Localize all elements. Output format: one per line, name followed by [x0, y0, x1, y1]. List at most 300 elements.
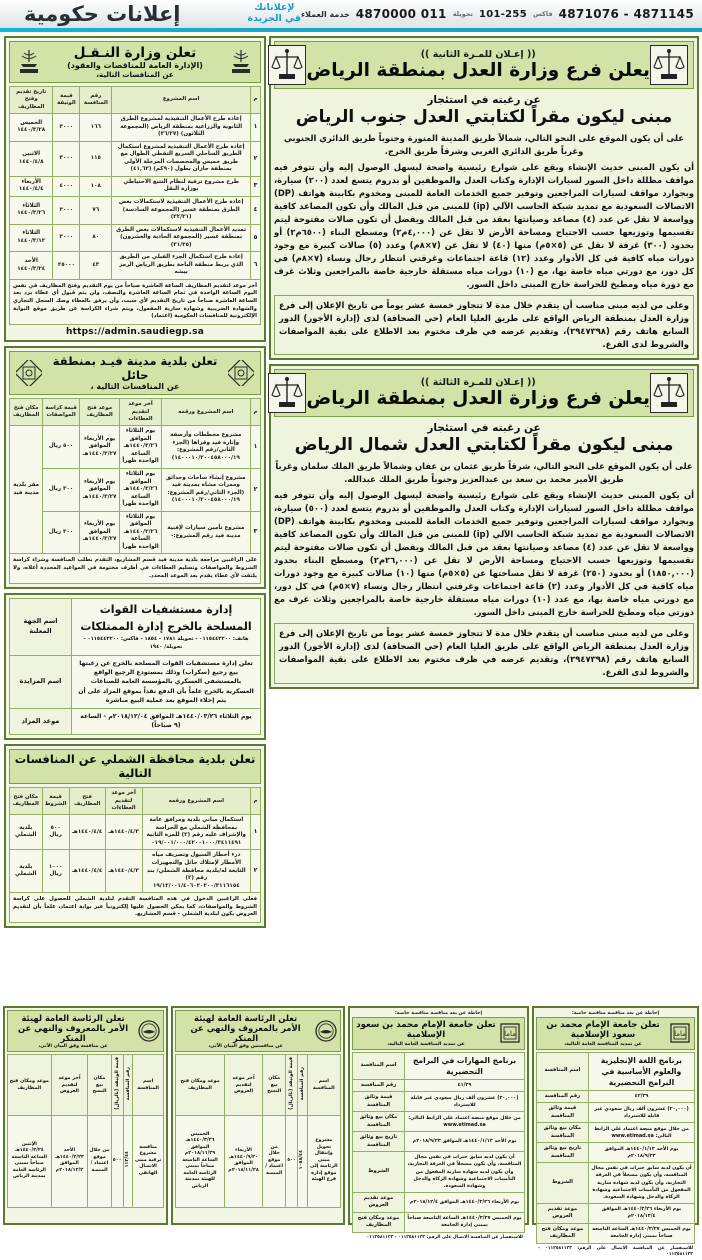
label-auction: اسم المزايدة: [10, 655, 72, 708]
cell-no: ٢: [251, 850, 261, 893]
transport-seal-icon: [226, 47, 256, 77]
justice-north-p1: على أن يكون الموقع على النحو التالي، شرقاً طريق عثمان بن عفان وشمالاً طريق الملك سلمان وغرباً طريق الأمير محمد بن سعد بن عبدالعزيز وجنوباً طريق الملك عبدالله.: [275, 461, 693, 485]
university-1-footer: للاستفسار عن المنافسة الاتصال على الرقم: ٠١١٢٥٨١١٣٣ - ٠١١٢٥٨١١٣٣: [537, 1246, 693, 1258]
university-1-table: [536, 1052, 695, 1244]
th-no: م: [251, 788, 261, 815]
shamli-footer-note: فعلى الراغبين الدخول في هذه المنافسة التقدم لبلدية الشملي للحصول على كراسة الشروط والمواصفات، كما يمكن الحصول عليها إلكترونياً عبر بوابة اعتماد، علماً بأن لتقديم العروض يكون لبلدية الشملي - قسم المشاريع.: [9, 893, 261, 923]
municipality-seal-icon: [226, 358, 256, 388]
label-competition-no: رقم المنافسة: [536, 1090, 588, 1103]
cell-fee: ٣٠٠٠: [53, 141, 80, 176]
cell-competition-no: [297, 1115, 307, 1207]
label-docs-place: مكان بيع وثائق المنافسة: [536, 1123, 588, 1143]
th-competition-name: اسم المنافسة: [133, 1055, 164, 1115]
cell-no: ١: [251, 114, 261, 142]
label-conditions: الشروط: [353, 1152, 405, 1193]
left-column: [269, 36, 699, 1006]
table-row: [353, 1112, 525, 1132]
hail-tenders-table: [9, 398, 261, 554]
cell-date: [10, 252, 53, 280]
cell-project: مشروع تأمين سيارات لإفنية مدينة فيد رقم المشروع:-: [161, 511, 250, 554]
presidency-1-table: [175, 1054, 341, 1207]
ad-fayd-municipality-hail: [4, 346, 266, 589]
ad-armed-forces-hospitals-kharj: [4, 593, 266, 740]
cell-deadline-day: يوم الثلاثاء: [125, 428, 156, 435]
table-row: [10, 114, 261, 142]
presidency-2-header: [7, 1010, 164, 1052]
label-docs-date: تاريخ بيع وثائق المنافسة: [536, 1143, 588, 1163]
th-project: اسم المشروع ورقمه: [161, 399, 250, 426]
transport-sub2: عن المنافسات التالية،: [96, 70, 174, 80]
cell-open: ١٤٤٠/٤/٤هـ: [69, 850, 105, 893]
cell-deadline-day: يوم الثلاثاء: [125, 513, 156, 520]
ad-ministry-of-transport: [4, 36, 266, 342]
th-competition-no: [297, 1055, 307, 1115]
justice-south-body: [274, 132, 694, 291]
cell-date: [10, 197, 53, 225]
page-grid: [0, 32, 702, 1006]
th-doc-fee: [111, 1055, 123, 1115]
table-row: [10, 599, 261, 656]
cell-fee: ٥٠٠ ريال: [43, 426, 80, 469]
cell-fee: ٣٠٠٠: [53, 224, 80, 252]
shamli-tbody: [10, 815, 261, 893]
cell-sale-place: من خلال موقع اعتماد / المنصة: [263, 1115, 286, 1207]
cell-tender-no: ١١٥: [80, 141, 112, 176]
cell-deadline: [120, 426, 161, 469]
th-open-place: موعد ومكان فتح المظاريف: [176, 1055, 225, 1115]
cell-sale-place: من خلال موقع اعتماد / المنصة: [88, 1115, 111, 1207]
table-row: [10, 176, 261, 196]
advertise-with-us[interactable]: [248, 3, 301, 25]
table-row: [10, 426, 261, 469]
cell-date-day: الثلاثاء: [22, 230, 40, 237]
cell-no: ٢: [251, 468, 261, 511]
presidency-seal-icon-2: [138, 1020, 160, 1042]
table-row: [536, 1163, 694, 1204]
cell-no: ٣: [251, 176, 261, 196]
cell-competition-name: منافسة مشروع ترقية مبنى الاتصال الهاتفي: [133, 1115, 164, 1207]
cell-tender-no: ١٠٨: [80, 176, 112, 196]
th-sale-place: مكان بيع النسخ: [88, 1055, 111, 1115]
justice-seal-icon: [650, 45, 688, 85]
cell-date-value: ١٤٤٠/٣/٢٦: [17, 210, 46, 217]
cell-tender-no: ١٦٦: [80, 114, 112, 142]
university-2-footer: للاستفسار عن المنافسة الاتصال على الرقم: ٠١١٢٥٨١١٣٣ - ٠١١٢٥٨١١٣٣: [366, 1235, 523, 1241]
cell-doc-fee: ٥٠٠: [286, 1115, 298, 1207]
label-docs-value: قيمة وثائق المنافسة: [536, 1103, 588, 1123]
university-2-sub: عن تمديد المنافسة العامة التالية،: [387, 1041, 465, 1047]
university-seal-icon: [669, 1022, 691, 1044]
cell-project: درء أخطار السيول وتصريف مياه الأمطار لإمتلاك حائل والتجهيزات التابعة له/بلدية محافظة الشملي/ بند رقم (٢) ١٩/١٢/٠٠١/٤٠٦٠٢٠٢٠٠/٣١١٦١٥٤: [142, 850, 250, 893]
fax-number: 4871145 - 4871076: [558, 7, 694, 21]
table-row: [353, 1212, 525, 1232]
cell-open-date: الموافق ١٤٤٠/٣/٢٧هـ: [82, 486, 117, 500]
cell-date-day: الثلاثاء: [22, 202, 40, 209]
th-competition-no: [123, 1055, 133, 1115]
ad-imam-university-english: [532, 1006, 699, 1258]
th-deadline: آخر موعد لتقديم العروض: [51, 1055, 88, 1115]
page-title: إعلانات حكومية: [24, 2, 181, 26]
label-competition-name: اسم المنافسة: [353, 1052, 405, 1079]
cell-deadline-time: الساعة الواحدة ظهراً: [122, 493, 159, 508]
transport-seal-icon-2: [14, 47, 44, 77]
label-docs-place: مكان بيع وثائق المنافسة: [353, 1112, 405, 1132]
ad-justice-south-riyadh: [269, 36, 699, 360]
university-seal-icon-2: [499, 1022, 521, 1044]
th-doc-fee: [286, 1055, 298, 1115]
justice-south-note: وعلى من لديه مبنى مناسب أن يتقدم خلال مدة لا تتجاوز خمسة عشر يوماً من تاريخ الإعلان إلى فرع وزارة العدل بمنطقة الرياض الواقع على طريق العليا العام (حي الصحافة) لدى (إدارة الأجور) الدور السابع هاتف رقم (٢٩٤٧٣٩٨)، وتقديم عرضه في ظرف مختوم بعد الاطلاع على بقية المواصفات والشروط لدى الفرع.: [274, 295, 694, 355]
hail-sub: عن المنافسات التالية ،: [90, 382, 180, 392]
justice-south-headline: يعلن فرع وزارة العدل بمنطقة الرياض: [306, 59, 650, 81]
cell-fee: ٢٥٠٠٠: [53, 252, 80, 280]
cell-date-value: ١٤٤٠/٣/١٢: [17, 237, 46, 244]
bottom-strip: [0, 1006, 702, 1258]
ad-imam-university-skills: [348, 1006, 529, 1241]
ad-shamli-municipality: [4, 744, 266, 928]
cell-open-day: يوم الأربعاء: [84, 435, 116, 442]
presidency-1-sub: عن مناقستين وفق البيان الآتي،: [208, 1044, 283, 1050]
th-doc-fee-label: قيمة الوثيقة (بالريال): [113, 1057, 120, 1110]
cell-fee: ٣٠٠٠: [53, 114, 80, 142]
hail-header: [9, 351, 261, 396]
cell-deadline-date: الموافق ١٤٤٠/٣/٢٦هـ: [123, 435, 158, 450]
presidency-2-title-line1: تعلن الرئاسة العامة لهيئة: [21, 1013, 125, 1023]
presidency-2-title-line2: الأمر بالمعروف والنهي عن المنكر: [18, 1023, 129, 1044]
justice-south-sub: عن رغبته في استئجار: [427, 94, 541, 106]
presidency-2-sub: عن منافسة وفق البيان الآتي،: [38, 1044, 108, 1050]
cell-docs-date: يوم الأحد ١٤٤٠/١/١٣هـ الموافق ٢٠١٨/٩/٢٣م: [588, 1143, 694, 1163]
advertise-line-1: لإعلاناتك: [254, 2, 295, 14]
cell-docs-value: (٢٠,٠٠٠) عشرون ألف ريال سعودي غير قابلة للاسترداد: [588, 1103, 694, 1123]
cell-open: [79, 468, 119, 511]
cell-conditions: أن يكون لديه سابق خبرات في نفس مجال المنافسة، وأن يكون مسجلاً في الغرفة التجارية، وأن يكون لديه شهادة سارية المفعول من التأمينات الاجتماعية وشهادة الزكاة والدخل وشهادة السعودة.: [405, 1152, 525, 1193]
th-no: م: [251, 399, 261, 426]
transport-sub1: (الإدارة العامة للمناقصات والعقود): [67, 61, 203, 71]
th-open-place: موعد ومكان فتح المظاريف: [8, 1055, 52, 1115]
justice-north-header: [274, 369, 694, 417]
table-row: [176, 1115, 341, 1207]
transport-portal-url[interactable]: https://admin.saudiegp.sa: [66, 326, 204, 337]
cell-date-value: ١٤٤٠/٣/٢٨: [17, 127, 46, 134]
cell-open-place: الإثنين ١٤٤٠/٣/٢٤هـ الساعة التاسعة صباحاً بمبنى الرئاسة العامة بمدينة الرياض: [8, 1115, 52, 1207]
th-competition-no-label: رقم المنافسة: [298, 1066, 305, 1101]
cell-fee: ٣٠٠ ريال: [43, 468, 80, 511]
th-fee: قيمة الشروط: [42, 788, 69, 815]
cell-docs-value: (٢٠,٠٠٠) عشرون ألف ريال سعودي غير قابلة للاسترداد: [405, 1092, 525, 1112]
cell-date-day: الأربعاء: [21, 178, 41, 185]
cell-tender-no: ٤٣: [80, 252, 112, 280]
table-row: [10, 511, 261, 554]
cell-project: إعادة طرح استكمال الجزء القبلي من الطريق الذي يربط منطقة الباحة بطريق الرياض الرمز بيشه: [112, 252, 251, 280]
cell-date: [10, 224, 53, 252]
label-submit-date: موعد تقديم العروض: [536, 1203, 588, 1223]
extension-label: تحويلة: [452, 10, 473, 18]
university-2-header: [352, 1017, 525, 1050]
table-row: [536, 1052, 694, 1090]
justice-north-main: مبنى ليكون مقراً لكتابتي العدل شمال الرياض: [294, 435, 674, 456]
justice-south-p2: أن يكون المبنى حديث الإنشاء ويقع على شوارع رئيسية واضحة ليسهل الوصول إليه وأن تتوفر فيه مواقف مظللة داخل السور لسيارات الإدارة وكتاب العدل والموظفين أو بدروم يتسع لعدد (٢٠٠) سيارة، وبجوارد مواقف لسيارات المراجعين وتوفير جميع الخدمات العامة للمبنى ومخدوم بكابينة هواتف (DP) الاتصالات السعودية مع تمديد شبكة الحاسب الآلي (ip) للمبنى من قبل المالك وأن تكون المصاعد كافية وواسعة لا تقل عن عدد (٤) مصاعد وصيانتها بعقد من قبل المالك ويفضل أن تكون صالات مفتوحة ليتم تقسيمها وتوزيعها حسب الاحتياج ومساحة الأرض لا تقل عن (٤,٠٠٠م٢) ومسطح البناء (٦٥٠٠م٢) أو بحدود (٣٠٠) غرفة لا تقل عن (٥×٥م) منها (٤٠) لا تقل عن (٧×٨م) وعدد (٥) صالات كبيرة مع وجود دورات مياه كافية في كل الأدوار وعدد (١٢) قاعة اجتماعات وغرفتي انتظار رجال ونساء (٧×٨م) في كل دور، مع دورتي مياه خاصة بها، مع (١٠) دورات مياه مستقلة خارجية خاصة بالمراجعين وثلاث غرف مع دورة مياه ومطبخ للحراسة خارج المبنى داخل السور.: [274, 162, 695, 290]
th-place: مكان فتح المظاريف: [10, 399, 43, 426]
table-row: [10, 141, 261, 176]
cell-competition-name: برنامج المهارات في البرامج التحضيرية: [405, 1052, 525, 1079]
label-docs-value: قيمة وثائق المنافسة: [353, 1092, 405, 1112]
presidency-seal-icon: [315, 1020, 337, 1042]
th-open: موعد فتح المظاريف: [79, 399, 119, 426]
cell-no: ١: [251, 426, 261, 469]
th-project: اسم المشروع: [112, 87, 251, 114]
transport-title: تعلن وزارة النـقـل: [73, 45, 197, 61]
table-header-row: [10, 87, 261, 114]
table-header-row: [10, 399, 261, 426]
table-row: [10, 709, 261, 735]
presidency-2-table: [7, 1054, 164, 1207]
cell-no: ٢: [251, 141, 261, 176]
right-column: [4, 36, 266, 1006]
hail-footer-note: على الراغبين مراجعة بلدية مدينة فيد قسم المشاريع، التقدم بطلب المنافسة وشراء كراسة الشروط والمواصفات وتسليم العطاءات في أظرف مختومة في المواعيد المحددة أعلاه، ولا يلتفت لأي عطاء يقدم بعد الموعد المحدد.: [9, 554, 261, 584]
table-row: [353, 1052, 525, 1079]
cell-date: [10, 141, 53, 176]
label-open-date: موعد ومكان فتح المظاريف: [353, 1212, 405, 1232]
advertise-line-2: في الجريدة: [247, 13, 301, 24]
table-row: [8, 1115, 164, 1207]
cell-fee: ٤٠٠٠: [53, 176, 80, 196]
cell-deadline: [120, 511, 161, 554]
cell-competition-name: مشروع تحويل وإنتقال مبنى الرئاسة إلى موقع إدارة فرع الهيئة: [307, 1115, 340, 1207]
cell-competition-name: برنامج اللغة الإنجليزية والعلوم الأساسية في البرامج التحضيرية: [588, 1052, 694, 1090]
cell-date-value: ١٤٤٠/٤/٨: [18, 158, 44, 165]
th-competition-name: اسم المنافسة: [307, 1055, 340, 1115]
cell-date-value: ١٤٤٠/٣/٢٤: [17, 265, 46, 272]
cell-date: [10, 176, 53, 196]
cell-competition-no-value: ١١٣/٤٤: [124, 1151, 130, 1168]
cell-no: ٣: [251, 511, 261, 554]
cell-project: إعادة طرح الأعمال التنفيذية لمشروع الطرق الثانوية والزراعية بمنطقة الرياض (المجموعة الثلاثون) (٣٦/٣٧): [112, 114, 251, 142]
cell-submit-date: يوم الأربعاء ١٤٤٠/٣/٢٦هـ الموافق ٢٠١٨/١٢/٤م: [588, 1203, 694, 1223]
cell-fee: ٣٠٠٠: [53, 197, 80, 225]
label-docs-date: تاريخ بيع وثائق المنافسة: [353, 1132, 405, 1152]
cell-no: ١: [251, 815, 261, 850]
th-deadline: آخر موعد لتقديم العطاءات: [105, 788, 142, 815]
cell-competition-no: ٤١/٣٩: [405, 1079, 525, 1092]
justice-south-p1: على أن يكون الموقع على النحو التالي، شمالاً طريق المدينة المنورة وجنوباً طريق الدائري الجنوبي وغرباً طريق الدائري الغربي وشرقاً طريق الخرج.: [284, 133, 684, 157]
cell-project: مشروع مخططات وأرصفة وإنارة فيد وقراها (الجزء الثاني/رقم المشروع: ١٤٠٠٠١٠/٢٠٠٤٥٨٠٠٠/١٩): [161, 426, 250, 469]
hail-tbody: [10, 426, 261, 554]
university-1-topline: إحاطة عن بعد مناقصة مناقصة خاصة:: [571, 1011, 660, 1016]
cell-date-day: الأحد: [24, 258, 38, 265]
ad-presidency-promotion-virtue-1: [171, 1006, 345, 1225]
justice-north-p2: أن يكون المبنى حديث الإنشاء ويقع على شوارع رئيسية واضحة ليسهل الوصول إليه وأن تتوفر فيه مواقف مظللة داخل السور لسيارات الإدارة وكتاب العدل والموظفين أو بدروم يتسع لعدد (٥٠٠) سيارة، وبجوارد مواقف لسيارات المراجعين وتوفير جميع الخدمات العامة للمبنى ومخدوم بكابينة هواتف (DP) الاتصالات السعودية مع تمديد شبكة الحاسب الآلي (ip) للمبنى من قبل المالك وأن تكون المصاعد كافية وواسعة لا تقل عن عدد (٤) مصاعد وصيانتها بعقد من قبل المالك ويفضل أن تكون صالات مفتوحة ليتم تقسيمها وتوزيعها حسب الاحتياج ومساحة الأرض لا تقل عن (٢٦,٠٠٠م٢) ومسطح البناء بحدود (١٨٥٠,٠٠٠) أو بحدود (٢٥٠) غرفة لا تقل مساحتها عن (٥×٥م) منها (١٠) صالات كبيرة مع وجود دورات مياه كافية في كل الأدوار وعدد (٢) قاعة اجتماعات وغرفتي انتظار رجال ونساء (٧×٥م) في كل دور، مع دورتي مياه خاصة بها، مع عدد (١٠) دورات مياه مستقلة خارجية خاصة بالمراجعين وثلاث غرف مع دورتي مياه ومطبخ للحراسة خارج المبنى داخل السور.: [274, 490, 695, 618]
cell-project: تمديد الأعمال التنفيذية لاستكمالات بعض الطرق بمنطقة عسير (المجموعة الحادية والعشرون) (٣١/٣٥): [112, 224, 251, 252]
cell-deadline-date: الموافق ١٤٤٠/٣/٢٦هـ: [123, 478, 158, 493]
cell-tender-no: ٧٦: [80, 197, 112, 225]
transport-tenders-table: [9, 86, 261, 280]
cell-date: [10, 114, 53, 142]
cell-date-day: الاثنين: [22, 151, 41, 158]
cell-fee: ١٠٠٠ ريال: [42, 850, 69, 893]
customer-service-label: خدمة العملاء: [300, 9, 350, 19]
shamli-header: [9, 749, 261, 785]
cell-deadline-time: الساعة الواحدة ظهراً: [122, 450, 159, 465]
cell-open: [79, 426, 119, 469]
municipality-seal-icon-2: [14, 358, 44, 388]
cell-no: ٥: [251, 224, 261, 252]
table-row: [10, 252, 261, 280]
justice-north-headline: يعلن فرع وزارة العدل بمنطقة الرياض: [306, 388, 650, 410]
cell-open-date: يوم الخميس ١٤٤٠/٣/٢٧هـ الساعة التاسعة صباحاً بمبنى إدارة الجامعة: [405, 1212, 525, 1232]
table-row: [536, 1223, 694, 1243]
justice-south-main: مبنى ليكون مقراً لكتابتي العدل جنوب الرياض: [295, 107, 673, 127]
label-open-date: موعد ومكان فتح المظاريف: [536, 1223, 588, 1243]
cell-place: مقر بلدية مدينة فيد: [10, 426, 43, 554]
table-row: [10, 655, 261, 708]
university-2-topline: إحاطة عن بعد مناقصة مناقصة خاصة:: [394, 1011, 483, 1016]
cell-project: مشروع إنشاء ساحات وحدائق وممرات مشاة بمدينة فيد (الجزء الثاني/رقم المشروع: ١٤٠٠٠١٠/٢٠٠٤٥٨٠٠٠/١٩): [161, 468, 250, 511]
th-deadline: آخر موعد لتقديم العروض: [224, 1055, 262, 1115]
cell-deadline-time: الساعة الواحدة ظهراً: [122, 536, 159, 550]
table-header-row: [8, 1055, 164, 1115]
table-row: [10, 197, 261, 225]
cell-conditions: أن يكون لديه سابق خبرات في نفس مجال المنافسة، وأن يكون مسجلاً في الغرفة التجارية، وأن يكون لديه شهادة سارية المفعول من التأمينات الاجتماعية وشهادة الزكاة والدخل وشهادة السعودة.: [588, 1163, 694, 1204]
table-row: [353, 1152, 525, 1193]
presidency-2-tbody: [8, 1115, 164, 1207]
table-row: [10, 850, 261, 893]
table-row: [353, 1132, 525, 1152]
th-date: تاريخ تقديم وفتح المظاريف: [10, 87, 53, 114]
cell-open-date: يوم الخميس ١٤٤٠/٣/٢٧هـ الساعة التاسعة صباحاً بمبنى إدارة الجامعة: [588, 1223, 694, 1243]
table-row: [353, 1079, 525, 1092]
armed-forces-contact: هاتف: ٠١١٥٤٤٣٢٠٠ - تحويلة ١٧٨١ - ١٨٥٤ - فاكس: ٠١١٥٤٤٣٢٠٠ - تحويلة/ ١٩٤٠: [83, 636, 249, 650]
cell-deadline-date: الموافق ١٤٤٠/٣/٢٦هـ: [123, 521, 158, 535]
cell-open-day: يوم الأربعاء: [84, 478, 116, 485]
th-fee: قيمة الوثيقة: [53, 87, 80, 114]
table-row: [536, 1203, 694, 1223]
cell-competition-no: [123, 1115, 133, 1207]
cell-submit-date: يوم الأربعاء ١٤٤٠/٣/٢٦هـ الموافق ٢٠١٨/١٢/٤م: [405, 1192, 525, 1212]
th-open: فتح المظاريف: [69, 788, 105, 815]
university-1-sub: عن تمديد المنافسة العامة التالية،: [564, 1041, 642, 1047]
label-competition-no: رقم المنافسة: [353, 1079, 405, 1092]
customer-service-number: 011 4870000: [355, 7, 447, 21]
justice-north-repeat-label: (( إعـلان للمـرة الثالثة )): [420, 377, 536, 389]
label-competition-name: اسم المنافسة: [536, 1052, 588, 1090]
university-2-title: تعلن جامعة الإمام محمد بن سعود الإسلامية: [356, 1020, 496, 1041]
cell-fee: ٣٠٠ ريال: [43, 511, 80, 554]
cell-project: إعادة طرح الأعمال التنفيذية لاستكمالات بعض الطرق بمنطقة عسير (المجموعة السادسة) (٣٢/٣١): [112, 197, 251, 225]
table-header-row: [176, 1055, 341, 1115]
table-row: [353, 1092, 525, 1112]
table-row: [10, 468, 261, 511]
svg-text:ماما: ماما: [674, 1030, 686, 1039]
justice-north-note: وعلى من لديه مبنى مناسب أن يتقدم خلال مدة لا تتجاوز خمسة عشر يوماً من تاريخ الإعلان إلى فرع وزارة العدل بمنطقة الرياض الواقع على طريق العليا العام (حي الصحافة) لدى (إدارة الأجور) الدور السابع هاتف رقم (٢٩٤٧٣٩٨)، وتقديم عرضه في ظرف مختوم بعد الاطلاع على بقية المواصفات والشروط لدى الفرع.: [274, 623, 694, 683]
label-auction-date: موعد المزاد: [10, 709, 72, 735]
cell-open-date: الموافق ١٤٤٠/٣/٢٧هـ: [82, 443, 117, 457]
table-row: [353, 1192, 525, 1212]
th-competition-no-label: رقم المنافسة: [124, 1066, 131, 1101]
th-fee: قيمة كراسة المواصفات: [43, 399, 80, 426]
cell-place: بلدية الشملي: [10, 850, 43, 893]
cell-docs-date: يوم الأحد ١٤٤٠/١/١٣هـ الموافق ٢٠١٨/٩/٢٣م: [405, 1132, 525, 1152]
justice-south-header: [274, 41, 694, 89]
cell-docs-place: من خلال موقع منصة اعتماد على الرابط التالي: www.etimad.sa: [588, 1123, 694, 1143]
th-place: مكان فتح المظاريف: [10, 788, 43, 815]
label-submit-date: موعد تقديم العروض: [353, 1192, 405, 1212]
transport-header: [9, 41, 261, 83]
cell-open-day: يوم الأربعاء: [84, 521, 116, 528]
cell-auction-date: يوم الثلاثاء ١٤٤٠/٠٣/٢٦هـ الموافق ٢٠١٨/١٢/٠٤م - الساعة (٩ صباحاً): [72, 709, 261, 735]
th-tender-no: رقم المنافسة: [80, 87, 112, 114]
table-row: [536, 1090, 694, 1103]
cell-open: ١٤٤٠/٤/٤هـ: [69, 815, 105, 850]
cell-open-place: الخميس ١٤٤٠/٣/٢٦هـ الموافق ٢٠١٨/١١/٢٩م الساعة التاسعة صباحاً بمبنى الرئاسة العامة للهيئة بمدينة الرياض: [176, 1115, 225, 1207]
svg-text:ماما: ماما: [504, 1030, 516, 1039]
cell-competition-no: ٤٢/٣٩: [588, 1090, 694, 1103]
masthead-contacts: [301, 7, 694, 21]
table-row: [10, 815, 261, 850]
ad-presidency-promotion-virtue-2: [3, 1006, 168, 1225]
cell-doc-fee: ٥٠٠: [111, 1115, 123, 1207]
cell-tender-no: ٨٠: [80, 224, 112, 252]
cell-deadline: الأربعاء ١٤٤٠/٩/٢٠هـ الموافق ٢٠١٨/١١/٢٨م: [224, 1115, 262, 1207]
extension-number: 101-255: [478, 8, 527, 20]
presidency-1-title-line1: تعلن الرئاسة العامة لهيئة: [193, 1013, 298, 1023]
label-entity: اسم الجهة المعلنة: [10, 599, 72, 656]
justice-seal-icon-4: [268, 373, 306, 413]
cell-no: ٤: [251, 197, 261, 225]
cell-deadline: [120, 468, 161, 511]
justice-north-sub: عن رغبته في استئجار: [427, 422, 541, 435]
cell-date-value: ١٤٤٠/٤/٤: [18, 186, 44, 193]
table-row: [10, 224, 261, 252]
cell-deadline: الأحد ١٤٤٠/٣/٢٣هـ الموافق ٢٠١٨/١٢/٢م: [51, 1115, 88, 1207]
cell-deadline: ١٤٤٠/٤/٣هـ: [105, 850, 142, 893]
cell-entity-name: [72, 599, 261, 656]
presidency-1-tbody: [176, 1115, 341, 1207]
ad-justice-north-riyadh: [269, 364, 699, 688]
table-header-row: [10, 788, 261, 815]
university-1-header: [536, 1017, 695, 1050]
cell-deadline: ١٤٤٠/٤/٣هـ: [105, 815, 142, 850]
cell-open: [79, 511, 119, 554]
presidency-1-header: [175, 1010, 341, 1052]
th-doc-fee-label: قيمة الوثيقة (بالريال): [288, 1057, 295, 1110]
cell-fee: ٥٠٠ ريال: [42, 815, 69, 850]
justice-seal-icon-3: [650, 373, 688, 413]
th-deadline: آخر موعد لتقديم العطاءات: [120, 399, 161, 426]
cell-auction-desc: تعلن إدارة مستشفيات القوات المسلحة بالخرج عن رغبتها بيع رجيع (سكراب) وذلك بمستودع الرجيع الواقع بالمستشفى العسكري بالمؤسسة العامة للصناعات العسكرية بالخرج علماً بأن الدفع نقداً بموقع المزاد على أن يتم إخلاء الموقع بعد عملية البيع مباشرة: [72, 655, 261, 708]
presidency-1-title-line2: الأمر بالمعروف والنهي عن المنكر: [190, 1023, 301, 1044]
cell-project: إعادة طرح الأعمال التنفيذية لمشروع استكمال الطريق الساحلي السريع التقطي الطوال مع طريق خميس والمخصصات المرحلة الأولى بمنطقة جازان بطول (٩٠كم) (٤١,٦٣): [112, 141, 251, 176]
shamli-title: تعلن بلدية محافظة الشملي عن المنافسات التالية: [14, 751, 256, 780]
hail-title: تعلن بلدية مدينة فيـد بمنطقة حائل: [52, 353, 218, 382]
th-project: اسم المشروع ورقمه: [142, 788, 250, 815]
transport-tbody: [10, 114, 261, 280]
th-sale-place: مكان بيع النسخ: [263, 1055, 286, 1115]
transport-footer-note: آخر موعد لتقديم المظاريف الساعة العاشرة صباحاً من يوم التقديم وفتح المظاريف في نفس اليوم الساعة الواحدة في تمام الساعة العاشرة والنصف، ولن يتم قبول أي عطاء يرد بعد الساعة العاشرة صباحاً من تاريخ التقديم لأي سبب، وأن يرفق بالعطاء وصك السجل التجاري والشهادة الضريبية وشهادة سارية المفعول، ويتم شراء الكراسة عن طريق موقع البوابة الإلكترونية للمنافسات الحكومية (اعتماد): [9, 280, 261, 325]
table-row: [536, 1103, 694, 1123]
justice-south-repeat-label: (( إعـلان للمـرة الثانية )): [420, 48, 536, 60]
cell-project: طرح مشروع ترقية لنظام التتبع الاحتياطي بوزارة النقل: [112, 176, 251, 196]
university-2-table: [352, 1052, 525, 1233]
table-row: [536, 1123, 694, 1143]
label-conditions: الشروط: [536, 1163, 588, 1204]
fax-label: فاكس: [532, 10, 553, 18]
armed-forces-entity-title: إدارة مستشفيات القوات المسلحة بالخرج إدارة الممتلكات: [80, 603, 252, 633]
shamli-tenders-table: [9, 787, 261, 893]
cell-docs-place: من خلال موقع منصة اعتماد على الرابط التالي: www.etimad.sa: [405, 1112, 525, 1132]
th-no: م: [251, 87, 261, 114]
justice-seal-icon-2: [268, 45, 306, 85]
cell-place: بلدية الشملي: [10, 815, 43, 850]
